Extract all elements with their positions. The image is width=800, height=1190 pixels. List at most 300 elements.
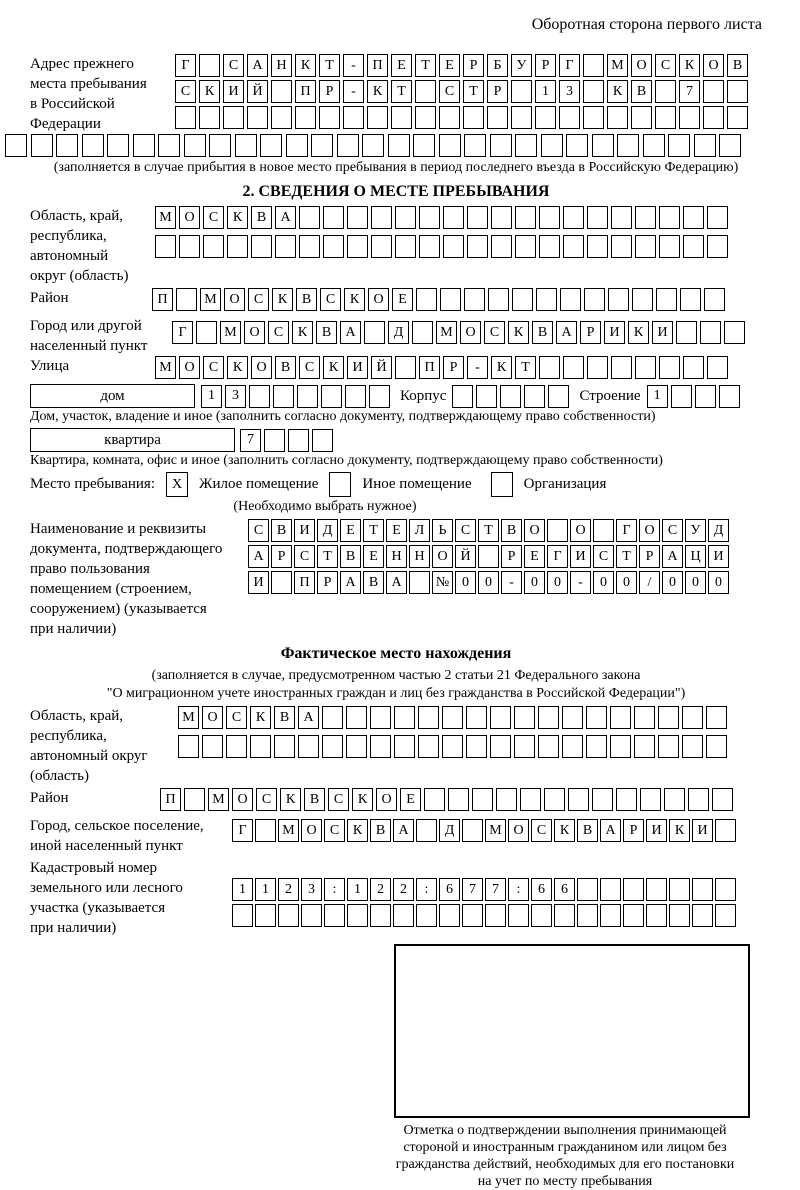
char-box[interactable]: Е <box>363 545 384 568</box>
char-box[interactable] <box>646 904 667 927</box>
char-box[interactable] <box>370 706 391 729</box>
char-box[interactable]: П <box>294 571 315 594</box>
char-box[interactable] <box>659 235 680 258</box>
char-box[interactable] <box>635 206 656 229</box>
char-box[interactable]: 6 <box>439 878 460 901</box>
char-box[interactable] <box>643 134 665 157</box>
char-box[interactable]: Р <box>463 54 484 77</box>
zhiloe-checkbox[interactable]: X <box>166 472 188 497</box>
char-box[interactable]: В <box>532 321 553 344</box>
char-box[interactable]: Р <box>501 545 522 568</box>
char-box[interactable] <box>452 385 473 408</box>
char-box[interactable]: 1 <box>347 878 368 901</box>
char-box[interactable]: М <box>155 206 176 229</box>
char-box[interactable] <box>563 206 584 229</box>
char-box[interactable] <box>688 788 709 811</box>
char-box[interactable] <box>439 134 461 157</box>
char-box[interactable]: О <box>368 288 389 311</box>
char-box[interactable]: У <box>511 54 532 77</box>
char-box[interactable] <box>209 134 231 157</box>
char-box[interactable]: Н <box>409 545 430 568</box>
char-box[interactable]: 0 <box>708 571 729 594</box>
char-box[interactable] <box>476 385 497 408</box>
char-box[interactable] <box>337 134 359 157</box>
char-box[interactable] <box>347 206 368 229</box>
char-box[interactable] <box>539 356 560 379</box>
char-box[interactable] <box>617 134 639 157</box>
char-box[interactable] <box>490 735 511 758</box>
char-box[interactable] <box>535 106 556 129</box>
char-box[interactable] <box>610 735 631 758</box>
char-box[interactable] <box>391 106 412 129</box>
char-box[interactable]: А <box>340 571 361 594</box>
char-box[interactable] <box>515 134 537 157</box>
char-box[interactable] <box>485 904 506 927</box>
char-box[interactable] <box>158 134 180 157</box>
char-box[interactable]: Й <box>455 545 476 568</box>
char-box[interactable] <box>623 904 644 927</box>
char-box[interactable]: А <box>247 54 268 77</box>
char-box[interactable] <box>196 321 217 344</box>
char-box[interactable] <box>559 106 580 129</box>
char-box[interactable]: Д <box>439 819 460 842</box>
char-box[interactable] <box>301 904 322 927</box>
char-box[interactable]: А <box>298 706 319 729</box>
char-box[interactable] <box>273 385 294 408</box>
char-box[interactable] <box>703 80 724 103</box>
char-box[interactable] <box>298 735 319 758</box>
char-box[interactable]: Т <box>515 356 536 379</box>
char-box[interactable] <box>323 206 344 229</box>
char-box[interactable]: О <box>639 519 660 542</box>
char-box[interactable] <box>683 206 704 229</box>
char-box[interactable]: 0 <box>616 571 637 594</box>
char-box[interactable] <box>203 235 224 258</box>
char-box[interactable]: И <box>604 321 625 344</box>
char-box[interactable] <box>631 106 652 129</box>
char-box[interactable]: : <box>324 878 345 901</box>
char-box[interactable]: : <box>508 878 529 901</box>
char-box[interactable] <box>727 106 748 129</box>
char-box[interactable]: К <box>344 288 365 311</box>
char-box[interactable]: С <box>484 321 505 344</box>
char-box[interactable]: Е <box>391 54 412 77</box>
char-box[interactable] <box>250 735 271 758</box>
char-box[interactable]: О <box>508 819 529 842</box>
char-box[interactable]: Т <box>391 80 412 103</box>
char-box[interactable]: Д <box>317 519 338 542</box>
char-box[interactable]: В <box>316 321 337 344</box>
char-box[interactable]: Г <box>172 321 193 344</box>
char-box[interactable]: 0 <box>478 571 499 594</box>
char-box[interactable] <box>563 356 584 379</box>
char-box[interactable]: К <box>607 80 628 103</box>
char-box[interactable]: С <box>593 545 614 568</box>
char-box[interactable] <box>658 735 679 758</box>
char-box[interactable]: К <box>227 206 248 229</box>
char-box[interactable] <box>520 788 541 811</box>
char-box[interactable]: 3 <box>301 878 322 901</box>
char-box[interactable]: 1 <box>255 878 276 901</box>
char-box[interactable]: Р <box>487 80 508 103</box>
char-box[interactable] <box>424 788 445 811</box>
char-box[interactable]: С <box>439 80 460 103</box>
char-box[interactable] <box>155 235 176 258</box>
char-box[interactable] <box>370 904 391 927</box>
char-box[interactable] <box>634 735 655 758</box>
char-box[interactable] <box>462 904 483 927</box>
char-box[interactable]: Е <box>524 545 545 568</box>
char-box[interactable] <box>583 80 604 103</box>
char-box[interactable] <box>199 54 220 77</box>
char-box[interactable]: В <box>304 788 325 811</box>
char-box[interactable]: Р <box>535 54 556 77</box>
char-box[interactable] <box>371 206 392 229</box>
char-box[interactable]: О <box>631 54 652 77</box>
char-box[interactable] <box>539 235 560 258</box>
char-box[interactable]: В <box>501 519 522 542</box>
char-box[interactable] <box>395 235 416 258</box>
char-box[interactable] <box>635 235 656 258</box>
char-box[interactable]: И <box>570 545 591 568</box>
char-box[interactable] <box>719 385 740 408</box>
char-box[interactable] <box>478 545 499 568</box>
char-box[interactable]: Р <box>317 571 338 594</box>
char-box[interactable] <box>682 735 703 758</box>
char-box[interactable] <box>500 385 521 408</box>
char-box[interactable]: К <box>669 819 690 842</box>
char-box[interactable] <box>179 235 200 258</box>
char-box[interactable] <box>610 706 631 729</box>
char-box[interactable] <box>288 429 309 452</box>
char-box[interactable]: И <box>223 80 244 103</box>
char-box[interactable] <box>295 106 316 129</box>
char-box[interactable] <box>706 706 727 729</box>
char-box[interactable] <box>577 904 598 927</box>
char-box[interactable] <box>416 819 437 842</box>
char-box[interactable]: С <box>320 288 341 311</box>
char-box[interactable] <box>611 206 632 229</box>
char-box[interactable] <box>707 356 728 379</box>
char-box[interactable] <box>440 288 461 311</box>
char-box[interactable]: П <box>419 356 440 379</box>
char-box[interactable]: А <box>340 321 361 344</box>
char-box[interactable] <box>5 134 27 157</box>
char-box[interactable] <box>563 235 584 258</box>
char-box[interactable]: О <box>432 545 453 568</box>
char-box[interactable] <box>607 106 628 129</box>
char-box[interactable]: П <box>295 80 316 103</box>
char-box[interactable] <box>683 235 704 258</box>
char-box[interactable]: Г <box>232 819 253 842</box>
char-box[interactable]: 0 <box>524 571 545 594</box>
char-box[interactable]: : <box>416 878 437 901</box>
char-box[interactable] <box>467 235 488 258</box>
char-box[interactable] <box>235 134 257 157</box>
char-box[interactable] <box>466 706 487 729</box>
char-box[interactable] <box>538 706 559 729</box>
char-box[interactable]: К <box>491 356 512 379</box>
char-box[interactable]: К <box>367 80 388 103</box>
char-box[interactable] <box>490 706 511 729</box>
char-box[interactable] <box>393 904 414 927</box>
char-box[interactable]: С <box>531 819 552 842</box>
char-box[interactable] <box>413 134 435 157</box>
char-box[interactable] <box>416 904 437 927</box>
char-box[interactable] <box>491 235 512 258</box>
char-box[interactable] <box>278 904 299 927</box>
char-box[interactable] <box>466 735 487 758</box>
char-box[interactable] <box>443 235 464 258</box>
char-box[interactable]: О <box>524 519 545 542</box>
char-box[interactable] <box>175 106 196 129</box>
char-box[interactable]: В <box>251 206 272 229</box>
char-box[interactable] <box>362 134 384 157</box>
char-box[interactable]: Р <box>639 545 660 568</box>
char-box[interactable] <box>562 706 583 729</box>
char-box[interactable] <box>586 735 607 758</box>
char-box[interactable] <box>544 788 565 811</box>
char-box[interactable] <box>394 735 415 758</box>
char-box[interactable]: А <box>386 571 407 594</box>
char-box[interactable] <box>511 106 532 129</box>
char-box[interactable] <box>299 235 320 258</box>
char-box[interactable] <box>583 54 604 77</box>
char-box[interactable] <box>671 385 692 408</box>
char-box[interactable] <box>184 788 205 811</box>
char-box[interactable]: С <box>203 206 224 229</box>
char-box[interactable] <box>462 819 483 842</box>
char-box[interactable] <box>669 904 690 927</box>
char-box[interactable]: - <box>343 80 364 103</box>
char-box[interactable] <box>271 80 292 103</box>
char-box[interactable] <box>600 878 621 901</box>
char-box[interactable]: С <box>294 545 315 568</box>
char-box[interactable] <box>715 878 736 901</box>
char-box[interactable] <box>541 134 563 157</box>
char-box[interactable] <box>704 288 725 311</box>
char-box[interactable]: О <box>179 356 200 379</box>
char-box[interactable] <box>199 106 220 129</box>
char-box[interactable] <box>658 706 679 729</box>
char-box[interactable] <box>514 735 535 758</box>
char-box[interactable]: - <box>501 571 522 594</box>
char-box[interactable] <box>255 904 276 927</box>
char-box[interactable] <box>371 235 392 258</box>
char-box[interactable] <box>692 904 713 927</box>
char-box[interactable]: А <box>662 545 683 568</box>
char-box[interactable] <box>707 206 728 229</box>
char-box[interactable] <box>524 385 545 408</box>
char-box[interactable]: 0 <box>455 571 476 594</box>
char-box[interactable] <box>419 235 440 258</box>
char-box[interactable]: К <box>347 819 368 842</box>
char-box[interactable]: - <box>343 54 364 77</box>
char-box[interactable]: И <box>692 819 713 842</box>
char-box[interactable]: О <box>232 788 253 811</box>
char-box[interactable] <box>488 288 509 311</box>
char-box[interactable]: С <box>328 788 349 811</box>
char-box[interactable]: М <box>436 321 457 344</box>
char-box[interactable]: К <box>295 54 316 77</box>
char-box[interactable] <box>394 706 415 729</box>
char-box[interactable]: Г <box>175 54 196 77</box>
char-box[interactable] <box>418 735 439 758</box>
char-box[interactable]: Т <box>478 519 499 542</box>
char-box[interactable] <box>587 235 608 258</box>
char-box[interactable]: 1 <box>232 878 253 901</box>
char-box[interactable] <box>297 385 318 408</box>
char-box[interactable]: С <box>268 321 289 344</box>
char-box[interactable] <box>640 788 661 811</box>
char-box[interactable]: С <box>324 819 345 842</box>
char-box[interactable] <box>632 288 653 311</box>
char-box[interactable]: И <box>294 519 315 542</box>
char-box[interactable]: В <box>727 54 748 77</box>
char-box[interactable] <box>439 904 460 927</box>
char-box[interactable] <box>554 904 575 927</box>
char-box[interactable] <box>56 134 78 157</box>
char-box[interactable] <box>592 134 614 157</box>
char-box[interactable]: К <box>292 321 313 344</box>
char-box[interactable]: Р <box>580 321 601 344</box>
char-box[interactable] <box>683 356 704 379</box>
char-box[interactable] <box>706 735 727 758</box>
char-box[interactable] <box>659 206 680 229</box>
char-box[interactable] <box>715 819 736 842</box>
char-box[interactable] <box>584 288 605 311</box>
char-box[interactable] <box>369 385 390 408</box>
char-box[interactable] <box>538 735 559 758</box>
char-box[interactable]: М <box>485 819 506 842</box>
char-box[interactable] <box>703 106 724 129</box>
char-box[interactable] <box>415 106 436 129</box>
char-box[interactable] <box>536 288 557 311</box>
char-box[interactable]: И <box>708 545 729 568</box>
char-box[interactable]: 7 <box>485 878 506 901</box>
char-box[interactable] <box>577 878 598 901</box>
char-box[interactable]: - <box>570 571 591 594</box>
char-box[interactable] <box>260 134 282 157</box>
char-box[interactable] <box>664 788 685 811</box>
char-box[interactable] <box>668 134 690 157</box>
char-box[interactable] <box>286 134 308 157</box>
char-box[interactable]: 0 <box>662 571 683 594</box>
char-box[interactable]: Й <box>371 356 392 379</box>
char-box[interactable]: И <box>646 819 667 842</box>
char-box[interactable]: Т <box>463 80 484 103</box>
char-box[interactable] <box>264 429 285 452</box>
char-box[interactable] <box>712 788 733 811</box>
char-box[interactable]: 0 <box>593 571 614 594</box>
char-box[interactable] <box>562 735 583 758</box>
char-box[interactable] <box>442 706 463 729</box>
char-box[interactable] <box>560 288 581 311</box>
char-box[interactable] <box>724 321 745 344</box>
char-box[interactable]: № <box>432 571 453 594</box>
char-box[interactable] <box>587 206 608 229</box>
char-box[interactable]: П <box>152 288 173 311</box>
char-box[interactable] <box>345 385 366 408</box>
char-box[interactable] <box>395 356 416 379</box>
char-box[interactable]: О <box>224 288 245 311</box>
char-box[interactable] <box>587 356 608 379</box>
char-box[interactable]: В <box>274 706 295 729</box>
char-box[interactable]: В <box>631 80 652 103</box>
inoe-checkbox[interactable] <box>329 472 351 497</box>
char-box[interactable] <box>669 878 690 901</box>
char-box[interactable] <box>463 106 484 129</box>
char-box[interactable]: Д <box>708 519 729 542</box>
char-box[interactable] <box>251 235 272 258</box>
char-box[interactable]: К <box>679 54 700 77</box>
char-box[interactable]: Г <box>559 54 580 77</box>
char-box[interactable]: Б <box>487 54 508 77</box>
char-box[interactable]: О <box>376 788 397 811</box>
char-box[interactable]: К <box>554 819 575 842</box>
char-box[interactable] <box>531 904 552 927</box>
char-box[interactable] <box>364 321 385 344</box>
char-box[interactable] <box>347 235 368 258</box>
char-box[interactable]: У <box>685 519 706 542</box>
char-box[interactable]: В <box>370 819 391 842</box>
char-box[interactable]: 0 <box>547 571 568 594</box>
char-box[interactable] <box>568 788 589 811</box>
char-box[interactable] <box>133 134 155 157</box>
char-box[interactable]: 6 <box>531 878 552 901</box>
char-box[interactable] <box>409 571 430 594</box>
char-box[interactable]: С <box>223 54 244 77</box>
char-box[interactable] <box>347 904 368 927</box>
char-box[interactable] <box>623 878 644 901</box>
char-box[interactable]: Г <box>616 519 637 542</box>
char-box[interactable]: 7 <box>240 429 261 452</box>
char-box[interactable] <box>418 706 439 729</box>
char-box[interactable]: 1 <box>647 385 668 408</box>
char-box[interactable]: М <box>200 288 221 311</box>
char-box[interactable]: В <box>296 288 317 311</box>
char-box[interactable]: К <box>250 706 271 729</box>
char-box[interactable] <box>472 788 493 811</box>
char-box[interactable] <box>323 235 344 258</box>
char-box[interactable] <box>412 321 433 344</box>
char-box[interactable] <box>659 356 680 379</box>
char-box[interactable]: К <box>280 788 301 811</box>
char-box[interactable] <box>700 321 721 344</box>
char-box[interactable]: К <box>628 321 649 344</box>
char-box[interactable]: К <box>227 356 248 379</box>
char-box[interactable] <box>247 106 268 129</box>
char-box[interactable]: / <box>639 571 660 594</box>
char-box[interactable]: 3 <box>559 80 580 103</box>
char-box[interactable]: М <box>607 54 628 77</box>
char-box[interactable] <box>611 235 632 258</box>
char-box[interactable] <box>655 106 676 129</box>
char-box[interactable]: П <box>367 54 388 77</box>
char-box[interactable] <box>583 106 604 129</box>
char-box[interactable]: Р <box>623 819 644 842</box>
char-box[interactable]: С <box>248 288 269 311</box>
char-box[interactable]: Е <box>400 788 421 811</box>
char-box[interactable]: К <box>352 788 373 811</box>
char-box[interactable] <box>511 80 532 103</box>
char-box[interactable] <box>635 356 656 379</box>
char-box[interactable] <box>443 206 464 229</box>
char-box[interactable] <box>321 385 342 408</box>
char-box[interactable]: 6 <box>554 878 575 901</box>
char-box[interactable]: В <box>271 519 292 542</box>
char-box[interactable]: Е <box>392 288 413 311</box>
